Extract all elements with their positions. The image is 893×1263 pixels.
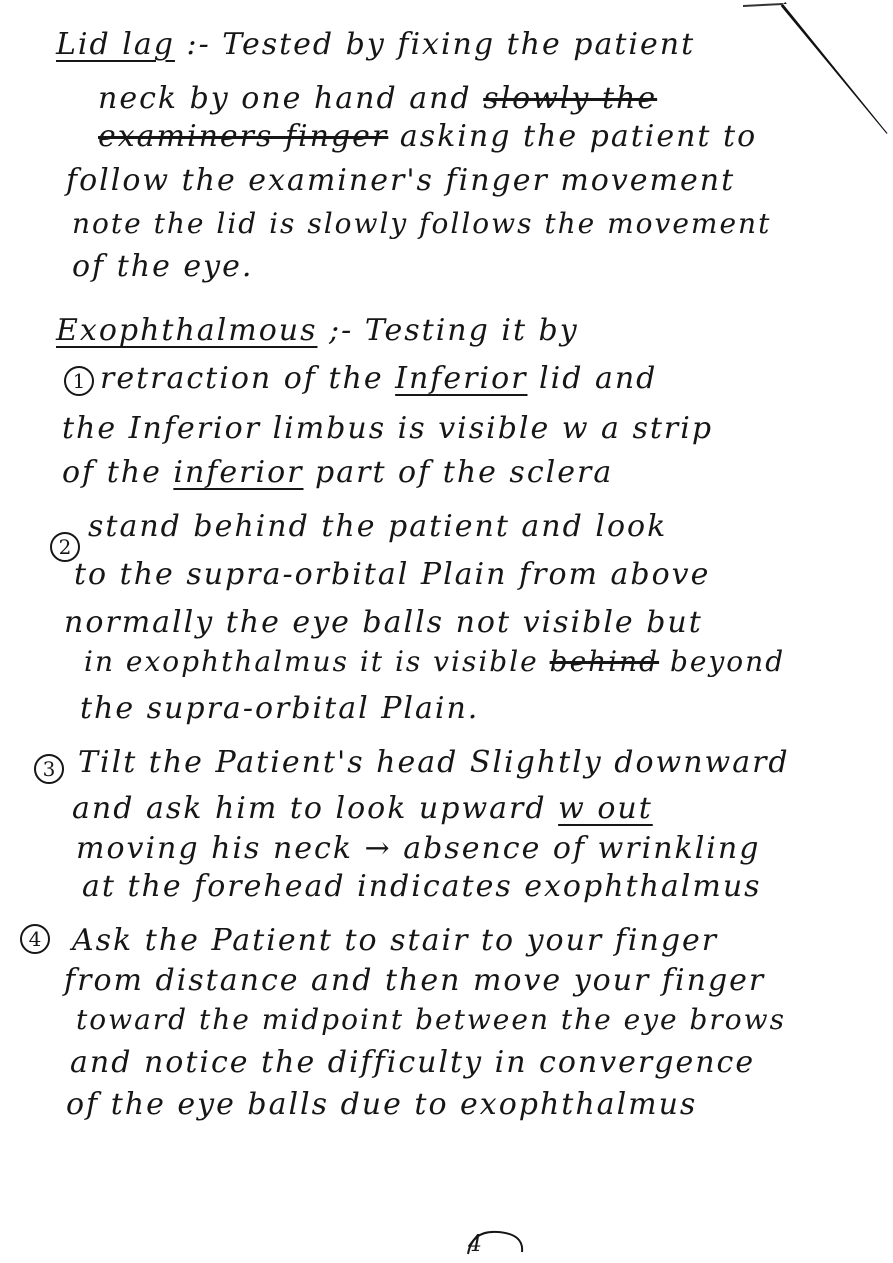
- item-1-line-3-pre: of the: [62, 455, 174, 490]
- item-3-line-2-underlined: w out: [558, 791, 653, 826]
- exophthalmos-heading-line: [56, 313, 579, 348]
- lid-lag-line-1-text: :- Tested by fixing the patient: [186, 27, 696, 62]
- lid-lag-line-3-text: asking the patient to: [399, 119, 758, 154]
- item-1-marker: 1: [64, 366, 94, 396]
- item-1-line-1-post: lid and: [527, 361, 658, 396]
- item-1-line-1: [100, 361, 658, 396]
- item-4-line-3: toward the midpoint between the eye brows: [76, 1003, 786, 1036]
- item-3-line-3: moving his neck → absence of wrinkling: [76, 831, 761, 866]
- lid-lag-line-3-crossed-out: examiners finger: [98, 119, 389, 154]
- lid-lag-heading: Lid lag: [56, 27, 175, 62]
- item-1-line-3-underlined: inferior: [173, 455, 304, 490]
- page-fold-corner: [743, 0, 893, 140]
- exophthalmos-heading-rest: ;- Testing it by: [329, 313, 579, 348]
- lid-lag-line-3: [98, 119, 758, 154]
- item-3-marker: 3: [34, 754, 64, 784]
- item-2-line-4-crossed-out: behind: [549, 645, 660, 678]
- item-1-line-1-pre: retraction of the: [100, 361, 396, 396]
- item-1-line-3: [62, 455, 614, 490]
- item-4-marker: 4: [20, 924, 50, 954]
- lid-lag-line-2: [98, 81, 658, 116]
- item-1-line-3-post: part of the sclera: [303, 455, 614, 490]
- item-2-marker: 2: [50, 532, 80, 562]
- item-3-line-2-pre: and ask him to look upward: [72, 791, 559, 826]
- item-2-line-4-post: beyond: [659, 645, 786, 678]
- item-4-line-4: and notice the difficulty in convergence: [70, 1045, 756, 1080]
- item-2-line-5: the supra-orbital Plain.: [80, 691, 480, 726]
- lid-lag-line-2-text: neck by one hand and: [98, 81, 472, 116]
- item-2-line-4: [84, 645, 786, 678]
- lid-lag-line-4: follow the examiner's finger movement: [66, 163, 736, 198]
- item-4-line-2: from distance and then move your finger: [64, 963, 766, 998]
- item-2-line-2: to the supra-orbital Plain from above: [74, 557, 711, 592]
- item-3-line-4: at the forehead indicates exophthalmus: [82, 869, 762, 904]
- item-1-line-2: the Inferior limbus is visible w a strip: [62, 411, 714, 446]
- item-4-line-5: of the eye balls due to exophthalmus: [66, 1087, 698, 1122]
- lid-lag-line-5: note the lid is slowly follows the movement: [72, 207, 772, 240]
- item-1-line-1-underlined: Inferior: [395, 361, 528, 396]
- item-4-line-1: Ask the Patient to stair to your finger: [72, 923, 719, 958]
- lid-lag-line-1: [56, 27, 696, 62]
- item-2-line-1: stand behind the patient and look: [88, 509, 668, 544]
- lid-lag-line-2-crossed-out: slowly the: [483, 81, 658, 116]
- page-number: 4: [468, 1232, 482, 1257]
- item-2-line-4-pre: in exophthalmus it is visible: [84, 645, 550, 678]
- item-3-line-2: [72, 791, 653, 826]
- item-3-line-1: Tilt the Patient's head Slightly downward: [78, 745, 790, 780]
- item-2-line-3: normally the eye balls not visible but: [64, 605, 703, 640]
- exophthalmos-heading: Exophthalmous: [56, 313, 318, 348]
- lid-lag-line-6: of the eye.: [72, 249, 254, 284]
